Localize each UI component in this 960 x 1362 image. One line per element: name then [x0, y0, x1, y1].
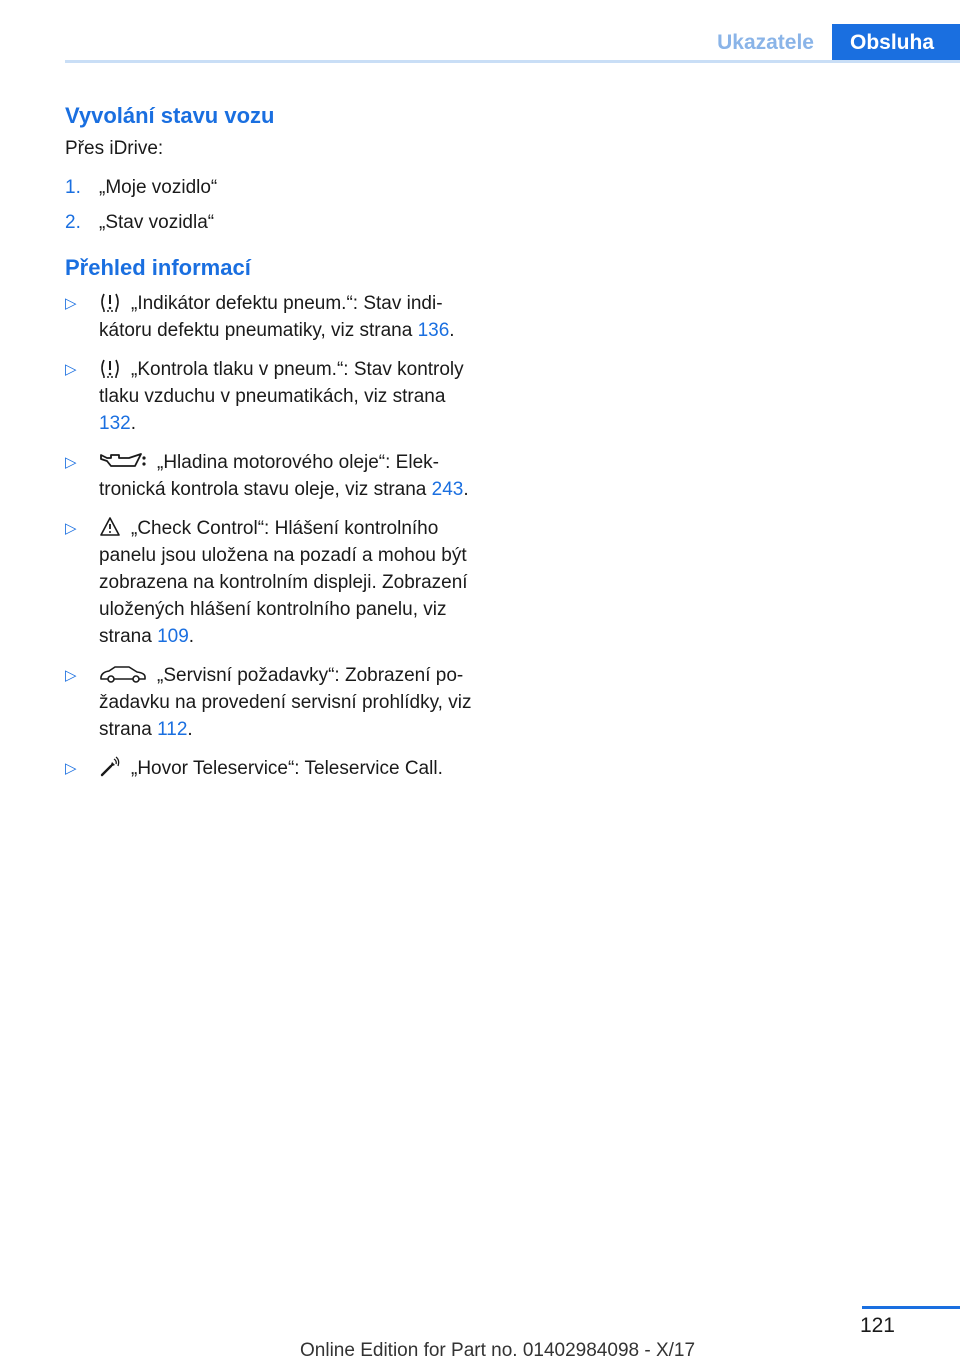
step-number: 2.	[65, 212, 81, 233]
list-item: ▷ „Kontrola tlaku v pneum.“: Stav kontroly tlaku vzduchu v pneumatikách, viz strana 132.	[65, 356, 485, 437]
bullet-triangle-icon: ▷	[65, 667, 77, 684]
tire-pressure-icon	[99, 357, 121, 379]
page-link[interactable]: 109	[157, 626, 189, 647]
step-text: „Moje vozidlo“	[99, 177, 218, 198]
page-number: 121	[859, 1314, 895, 1337]
page-link[interactable]: 132	[99, 413, 131, 434]
oil-can-icon	[99, 450, 147, 472]
section-title: Přehled informací	[65, 255, 251, 280]
bullet-triangle-icon: ▷	[65, 520, 77, 537]
item-text: „Kontrola tlaku v pneum.“: Stav kontroly tlaku vzduchu v pneumatikách, viz strana	[99, 359, 464, 407]
list-item	[65, 208, 485, 238]
page-link[interactable]: 112	[157, 719, 188, 740]
list-item: ▷ „Servisní požadavky“: Zobrazení požadavku na provedení servisní prohlídky, viz strana 112.	[65, 662, 485, 743]
info-list	[65, 290, 485, 782]
list-item: ▷ „Hladina motorového oleje“: Elektronická kontrola stavu oleje, viz strana 243.	[65, 449, 485, 503]
list-item: ▷ „Indikátor defektu pneum.“: Stav indikátoru defektu pneumatiky, viz strana 136.	[65, 290, 485, 344]
list-item: ▷ „Check Control“: Hlášení kontrolního panelu jsou uložena na pozadí a mohou být zobrazena na kontrolním displeji. Zobrazení uložených hlášení kontrolního panelu, viz strana 109.	[65, 515, 485, 650]
item-text: „Check Control“: Hlášení kontrolního panelu jsou uložena na pozadí a mohou být zobrazena na kontrolním displeji. Zobrazení uložených hlášení kontrolního panelu, viz strana	[99, 518, 468, 647]
item-text: „Hladina motorového oleje“: Elektronická kontrola stavu oleje, viz strana	[99, 452, 439, 500]
list-item	[65, 173, 485, 203]
step-text: „Stav vozidla“	[99, 212, 215, 233]
step-number: 1.	[65, 177, 81, 198]
item-text: „Indikátor defektu pneum.“: Stav indikátoru defektu pneumatiky, viz strana	[99, 293, 443, 341]
teleservice-wrench-icon	[99, 756, 121, 778]
intro-text: Přes iDrive:	[65, 138, 164, 159]
header-tabs	[699, 24, 960, 61]
page-link[interactable]: 243	[431, 479, 464, 500]
page-content	[65, 100, 485, 794]
steps-list	[65, 173, 485, 238]
item-text: „Servisní požadavky“: Zobrazení požadavku na provedení servisní prohlídky, viz strana	[99, 665, 472, 740]
bullet-triangle-icon: ▷	[65, 361, 77, 378]
item-text: „Hovor Teleservice“: Teleservice Call.	[131, 758, 443, 779]
footer-rule	[862, 1306, 960, 1309]
section-title: Vyvolání stavu vozu	[65, 103, 275, 128]
tire-defect-icon	[99, 291, 121, 313]
list-item	[65, 755, 485, 782]
tab-ukazatele[interactable]: Ukazatele	[699, 24, 832, 61]
header-rule	[65, 60, 960, 63]
warning-triangle-icon	[99, 516, 121, 538]
edition-footer: Online Edition for Part no. 01402984098 - X/17	[300, 1340, 696, 1361]
tab-obsluha[interactable]: Obsluha	[832, 24, 960, 61]
bullet-triangle-icon: ▷	[65, 760, 77, 777]
page-link[interactable]: 136	[417, 320, 450, 341]
bullet-triangle-icon: ▷	[65, 295, 77, 312]
bullet-triangle-icon: ▷	[65, 454, 77, 471]
service-car-icon	[99, 663, 147, 685]
